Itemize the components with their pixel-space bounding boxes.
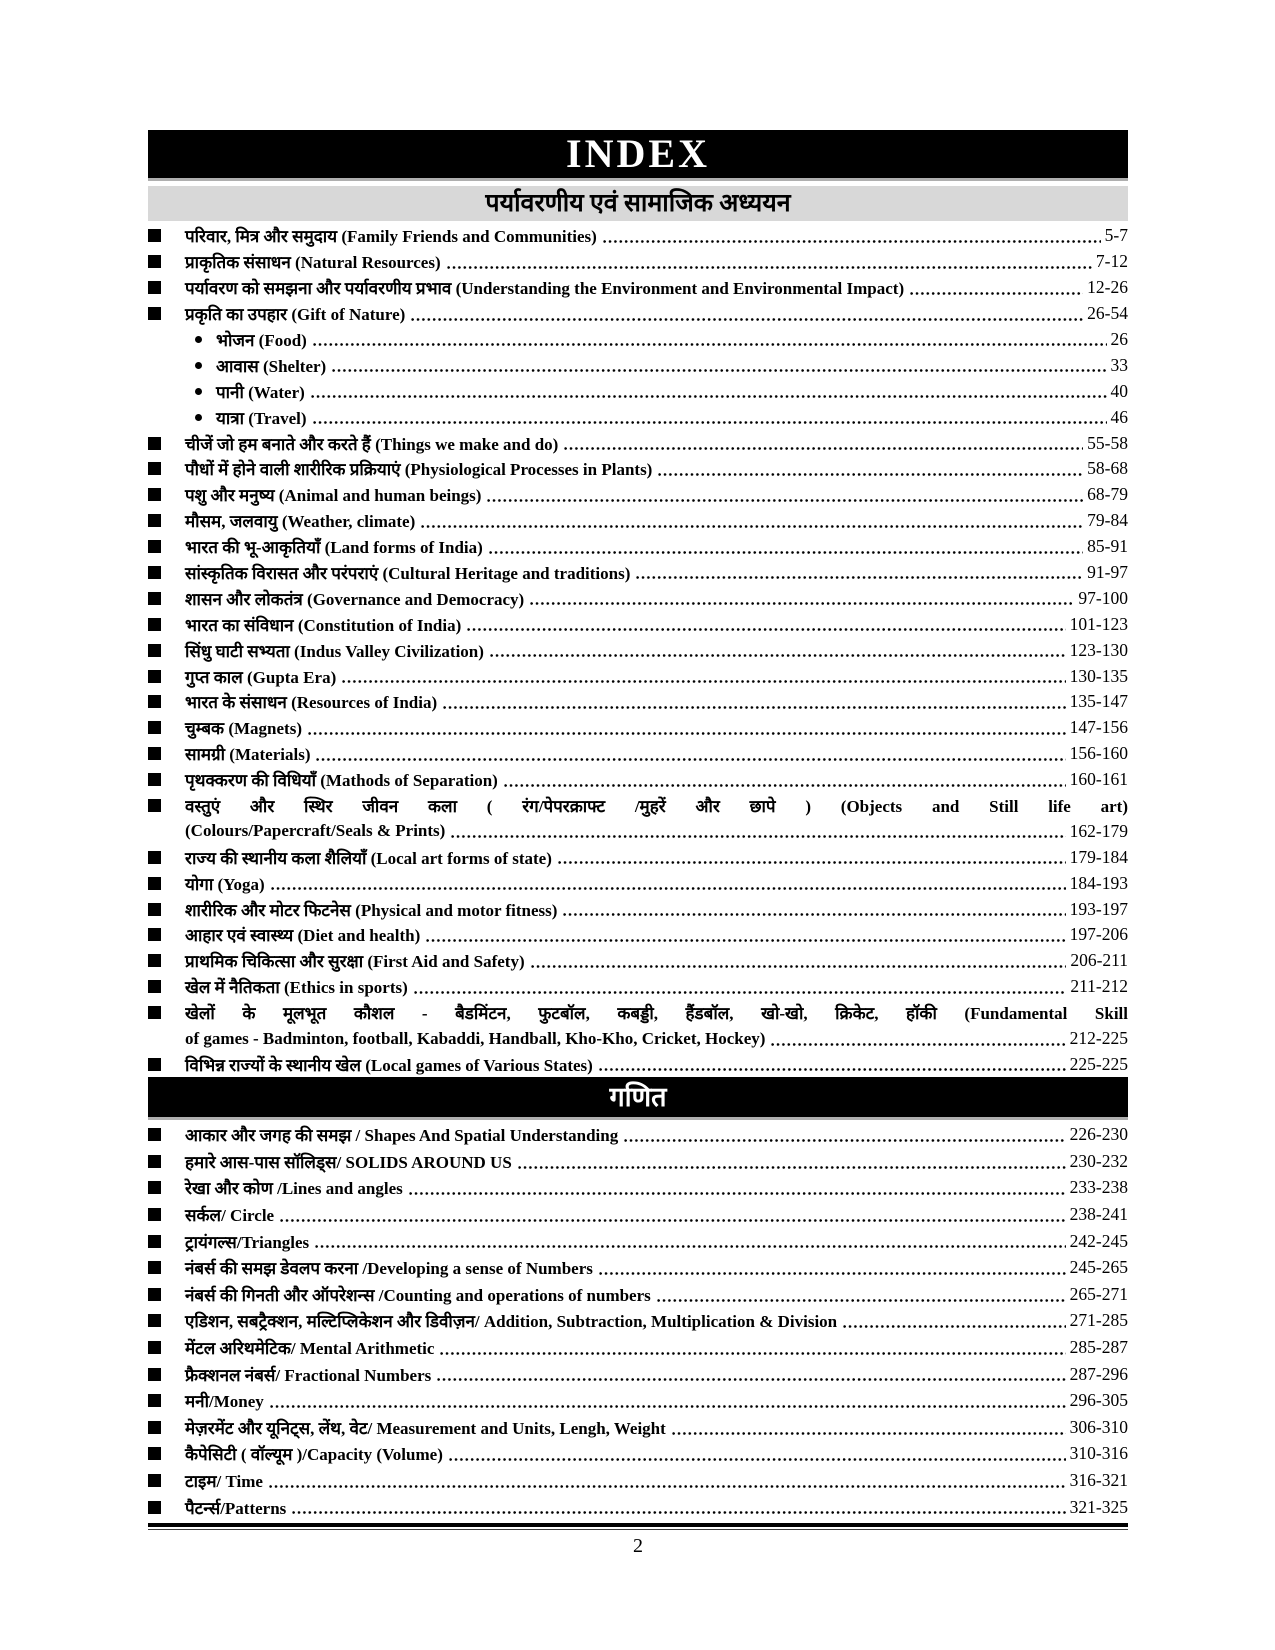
toc-list-math [148, 1117, 1128, 1520]
toc-entry [148, 1334, 1128, 1361]
section-title: गणित [609, 1082, 667, 1113]
entry-pages: 193-197 [1069, 898, 1128, 919]
entry-title: भारत के संसाधन (Resources of India) [185, 693, 438, 713]
entry-pages: 265-271 [1069, 1283, 1128, 1304]
entry-pages: 33 [1110, 354, 1128, 375]
square-bullet-icon [148, 1394, 161, 1407]
toc-entry [148, 1467, 1128, 1494]
dotted-leader [440, 1352, 1065, 1355]
entry-title: पैटर्न्स/Patterns [185, 1498, 287, 1518]
dotted-leader [658, 473, 1083, 476]
square-bullet-icon [148, 307, 161, 320]
entry-title: मेंटल अरिथमेटिक/ Mental Arithmetic [185, 1338, 435, 1358]
square-bullet-icon [148, 1368, 161, 1381]
entry-pages: 5-7 [1104, 225, 1128, 246]
entry-title: आकार और जगह की समझ / Shapes And Spatial Understanding [185, 1126, 619, 1146]
entry-pages: 46 [1110, 406, 1128, 427]
entry-pages: 26-54 [1087, 303, 1128, 324]
section-title: पर्यावरणीय एवं सामाजिक अध्ययन [485, 190, 791, 217]
entry-pages: 97-100 [1078, 587, 1128, 608]
toc-entry [148, 430, 1128, 456]
entry-title: प्रकृति का उपहार (Gift of Nature) [185, 305, 406, 325]
entry-title: ट्रायंगल्स/Triangles [185, 1232, 310, 1252]
dotted-leader [771, 1043, 1065, 1046]
dotted-leader [447, 266, 1092, 269]
toc-entry [148, 948, 1128, 974]
dotted-leader [313, 421, 1107, 424]
entry-title: टाइम/ Time [185, 1471, 263, 1491]
square-bullet-icon [148, 540, 161, 553]
dotted-leader [437, 1378, 1065, 1381]
entry-pages: 296-305 [1069, 1390, 1128, 1411]
square-bullet-icon [148, 1155, 161, 1168]
entry-title: आवास (Shelter) [216, 356, 327, 376]
square-bullet-icon [148, 747, 161, 760]
entry-title: खेलों के मूलभूत कौशल - बैडमिंटन, फुटबॉल, कबड्डी, हैंडबॉल, खो-खो, क्रिकेट, हॉकी (Fundamental Skill [185, 1004, 1128, 1024]
entry-pages: 135-147 [1069, 691, 1128, 712]
entry-pages: 206-211 [1070, 950, 1128, 971]
square-bullet-icon [148, 1288, 161, 1301]
entry-title: प्राथमिक चिकित्सा और सुरक्षा (First Aid and Safety) [185, 952, 525, 972]
square-bullet-icon [148, 1235, 161, 1248]
dotted-leader [467, 628, 1065, 631]
square-bullet-icon [148, 903, 161, 916]
toc-entry [148, 1414, 1128, 1441]
entry-title: चीजें जो हम बनाते और करते हैं (Things we make and do) [185, 434, 559, 454]
entry-pages: 101-123 [1069, 613, 1128, 634]
dotted-leader [530, 602, 1074, 605]
entry-title: आहार एवं स्वास्थ्य (Diet and health) [185, 926, 421, 946]
square-bullet-icon [148, 980, 161, 993]
toc-entry [148, 1000, 1128, 1026]
entry-title: एडिशन, सबट्रैक्शन, मल्टिप्लिकेशन और डिवीज़न/ Addition, Subtraction, Multiplication & Division [185, 1312, 838, 1332]
square-bullet-icon [148, 566, 161, 579]
square-bullet-icon [148, 644, 161, 657]
square-bullet-icon [148, 281, 161, 294]
entry-title: शासन और लोकतंत्र (Governance and Democracy) [185, 589, 525, 609]
entry-title: मनी/Money [185, 1392, 264, 1412]
dotted-leader [672, 1432, 1066, 1435]
square-bullet-icon [148, 255, 161, 268]
dotted-leader [531, 965, 1067, 968]
entry-title: पृथक्करण की विधियाँ (Mathods of Separation) [185, 771, 498, 791]
toc-entry [148, 1121, 1128, 1148]
toc-entry [148, 482, 1128, 508]
section-header-math [148, 1077, 1128, 1117]
dot-bullet-icon [195, 336, 202, 343]
dotted-leader [843, 1325, 1066, 1328]
toc-entry [148, 922, 1128, 948]
entry-pages: 91-97 [1087, 562, 1128, 583]
dotted-leader [311, 395, 1107, 398]
square-bullet-icon [148, 229, 161, 242]
entry-pages: 85-91 [1087, 536, 1128, 557]
toc-entry [148, 1281, 1128, 1308]
toc-entry [148, 508, 1128, 534]
entry-title: चुम्बक (Magnets) [185, 719, 302, 739]
square-bullet-icon [148, 1447, 161, 1460]
dotted-leader [558, 861, 1066, 864]
entry-pages: 123-130 [1069, 639, 1128, 660]
entry-pages: 226-230 [1069, 1124, 1128, 1145]
entry-pages: 147-156 [1069, 717, 1128, 738]
entry-title: भोजन (Food) [216, 331, 307, 350]
entry-pages: 79-84 [1087, 510, 1128, 531]
square-bullet-icon [148, 1208, 161, 1221]
dotted-leader [411, 318, 1083, 321]
entry-pages: 162-179 [1069, 820, 1128, 841]
entry-pages: 179-184 [1069, 846, 1128, 867]
square-bullet-icon [148, 1421, 161, 1434]
dotted-leader [451, 835, 1065, 838]
square-bullet-icon [148, 1181, 161, 1194]
dotted-leader [316, 758, 1065, 761]
dotted-leader [271, 887, 1066, 890]
dotted-leader [308, 732, 1066, 735]
footer-rule [148, 1523, 1128, 1530]
square-bullet-icon [148, 618, 161, 631]
toc-entry [148, 793, 1128, 819]
entry-pages: 156-160 [1069, 743, 1128, 764]
toc-entry-continuation [148, 1026, 1128, 1052]
entry-title: राज्य की स्थानीय कला शैलियाँ (Local art forms of state) [185, 848, 552, 868]
entry-title: फ्रैक्शनल नंबर्स/ Fractional Numbers [185, 1365, 432, 1385]
entry-pages: 321-325 [1069, 1496, 1128, 1517]
dotted-leader [409, 1192, 1066, 1195]
square-bullet-icon [148, 721, 161, 734]
square-bullet-icon [148, 488, 161, 501]
dotted-leader [443, 706, 1066, 709]
toc-entry [148, 1361, 1128, 1388]
dotted-leader [270, 1405, 1066, 1408]
entry-pages: 197-206 [1069, 924, 1128, 945]
dotted-leader [313, 343, 1107, 346]
toc-entry [148, 896, 1128, 922]
entry-title: खेल में नैतिकता (Ethics in sports) [185, 978, 408, 998]
dot-bullet-icon [195, 414, 202, 421]
toc-subentry [148, 378, 1128, 404]
toc-entry [148, 1052, 1128, 1078]
dotted-leader [292, 1511, 1065, 1514]
entry-pages: 287-296 [1069, 1363, 1128, 1384]
square-bullet-icon [148, 670, 161, 683]
toc-subentry [148, 352, 1128, 378]
entry-title: नंबर्स की गिनती और ऑपरेशन्स /Counting and operations of numbers [185, 1285, 651, 1305]
entry-pages: 184-193 [1069, 872, 1128, 893]
square-bullet-icon [148, 437, 161, 450]
toc-subentry [148, 404, 1128, 430]
section-header-evs [148, 186, 1128, 221]
dotted-leader [563, 913, 1065, 916]
entry-title: सांस्कृतिक विरासत और परंपराएं (Cultural Heritage and traditions) [185, 564, 631, 584]
dotted-leader [599, 1068, 1066, 1071]
square-bullet-icon [148, 592, 161, 605]
entry-title: सर्कल/ Circle [185, 1205, 275, 1225]
toc-entry [148, 1308, 1128, 1335]
entry-title: भारत की भू-आकृतियाँ (Land forms of India) [185, 538, 483, 558]
toc-entry [148, 741, 1128, 767]
entry-pages: 245-265 [1069, 1257, 1128, 1278]
toc-entry [148, 611, 1128, 637]
dotted-leader [657, 1299, 1066, 1302]
square-bullet-icon [148, 1058, 161, 1071]
dotted-leader [518, 1166, 1066, 1169]
dotted-leader [599, 1272, 1066, 1275]
entry-title: शारीरिक और मोटर फिटनेस (Physical and motor fitness) [185, 900, 558, 920]
entry-pages: 271-285 [1069, 1310, 1128, 1331]
toc-entry [148, 534, 1128, 560]
toc-entry [148, 456, 1128, 482]
toc-sections [148, 186, 1128, 1520]
entry-title: पर्यावरण को समझना और पर्यावरणीय प्रभाव (Understanding the Environment and Environmental Impact) [185, 279, 905, 299]
square-bullet-icon [148, 1501, 161, 1514]
square-bullet-icon [148, 928, 161, 941]
entry-pages: 12-26 [1087, 277, 1128, 298]
entry-title: रेखा और कोण /Lines and angles [185, 1179, 403, 1199]
square-bullet-icon [148, 514, 161, 527]
toc-entry [148, 1494, 1128, 1521]
square-bullet-icon [148, 877, 161, 890]
dotted-leader [426, 939, 1065, 942]
entry-pages: 238-241 [1069, 1203, 1128, 1224]
entry-title: नंबर्स की समझ डेवलप करना /Developing a sense of Numbers [185, 1259, 593, 1279]
entry-title: योगा (Yoga) [185, 874, 265, 894]
entry-pages: 130-135 [1069, 665, 1128, 686]
toc-list-evs [148, 221, 1128, 1077]
entry-title: विभिन्न राज्यों के स्थानीय खेल (Local games of Various States) [185, 1055, 593, 1075]
square-bullet-icon [148, 462, 161, 475]
toc-entry [148, 249, 1128, 275]
dotted-leader [624, 1139, 1065, 1142]
square-bullet-icon [148, 799, 161, 812]
entry-title: प्राकृतिक संसाधन (Natural Resources) [185, 253, 441, 273]
toc-entry [148, 1175, 1128, 1202]
square-bullet-icon [148, 1341, 161, 1354]
dotted-leader [504, 784, 1066, 787]
entry-title: पशु और मनुष्य (Animal and human beings) [185, 486, 482, 506]
toc-entry [148, 1254, 1128, 1281]
entry-pages: 242-245 [1069, 1230, 1128, 1251]
square-bullet-icon [148, 695, 161, 708]
toc-entry [148, 637, 1128, 663]
toc-entry [148, 275, 1128, 301]
entry-pages: 7-12 [1095, 251, 1128, 272]
toc-entry [148, 844, 1128, 870]
dotted-leader [414, 991, 1067, 994]
entry-pages: 160-161 [1069, 769, 1128, 790]
entry-pages: 306-310 [1069, 1416, 1128, 1437]
toc-entry [148, 870, 1128, 896]
entry-title: परिवार, मित्र और समुदाय (Family Friends and Communities) [185, 227, 597, 247]
entry-pages: 40 [1110, 380, 1128, 401]
dotted-leader [487, 499, 1083, 502]
toc-entry [148, 715, 1128, 741]
entry-title: of games - Badminton, football, Kabaddi, Handball, Kho-Kho, Cricket, Hockey) [185, 1028, 766, 1048]
toc-entry [148, 301, 1128, 327]
entry-title: वस्तुएं और स्थिर जीवन कला ( रंग/पेपरक्राफ्ट /मुहरें और छापे ) (Objects and Still life art) [185, 797, 1128, 817]
square-bullet-icon [148, 773, 161, 786]
square-bullet-icon [148, 1474, 161, 1487]
square-bullet-icon [148, 851, 161, 864]
entry-pages: 233-238 [1069, 1177, 1128, 1198]
entry-title: पौधों में होने वाली शारीरिक प्रक्रियाएं (Physiological Processes in Plants) [185, 460, 653, 480]
page-number: 2 [633, 1535, 643, 1558]
toc-entry [148, 1228, 1128, 1255]
dotted-leader [910, 292, 1083, 295]
dot-bullet-icon [195, 362, 202, 369]
dotted-leader [280, 1219, 1066, 1222]
entry-pages: 225-225 [1069, 1053, 1128, 1074]
toc-entry [148, 223, 1128, 249]
index-title-bar [148, 130, 1128, 178]
toc-entry [148, 1201, 1128, 1228]
toc-entry [148, 1387, 1128, 1414]
entry-pages: 58-68 [1087, 458, 1128, 479]
entry-title: गुप्त काल (Gupta Era) [185, 667, 337, 687]
dotted-leader [489, 551, 1083, 554]
dotted-leader [449, 1458, 1066, 1461]
dotted-leader [603, 240, 1101, 243]
entry-title: यात्रा (Travel) [216, 408, 307, 428]
entry-title: हमारे आस-पास सॉलिड्स/ SOLIDS AROUND US [185, 1152, 512, 1172]
dotted-leader [421, 525, 1083, 528]
entry-pages: 26 [1110, 329, 1128, 349]
entry-title: मेज़रमेंट और यूनिट्स, लेंथ, वेट/ Measurement and Units, Lengh, Weight [185, 1418, 666, 1438]
square-bullet-icon [148, 954, 161, 967]
toc-entry-continuation [148, 818, 1128, 844]
entry-pages: 230-232 [1069, 1150, 1128, 1171]
page-title: INDEX [566, 131, 710, 176]
entry-title: पानी (Water) [216, 382, 305, 402]
toc-entry [148, 1148, 1128, 1175]
dot-bullet-icon [195, 388, 202, 395]
entry-title: (Colours/Papercraft/Seals & Prints) [185, 821, 446, 841]
entry-title: कैपेसिटी ( वॉल्यूम )/Capacity (Volume) [185, 1445, 443, 1465]
content-column [148, 130, 1128, 1558]
square-bullet-icon [148, 1261, 161, 1274]
dotted-leader [315, 1245, 1065, 1248]
square-bullet-icon [148, 1128, 161, 1141]
dotted-leader [269, 1485, 1066, 1488]
square-bullet-icon [148, 1314, 161, 1327]
dotted-leader [636, 576, 1083, 579]
entry-pages: 68-79 [1087, 484, 1128, 505]
toc-entry [148, 1441, 1128, 1468]
dotted-leader [490, 654, 1066, 657]
toc-entry [148, 585, 1128, 611]
toc-entry [148, 560, 1128, 586]
entry-title: मौसम, जलवायु (Weather, climate) [185, 512, 416, 532]
dotted-leader [332, 369, 1106, 372]
toc-entry [148, 974, 1128, 1000]
toc-entry [148, 689, 1128, 715]
toc-entry [148, 663, 1128, 689]
entry-pages: 316-321 [1069, 1469, 1128, 1490]
entry-pages: 211-212 [1070, 976, 1128, 997]
entry-title: सामग्री (Materials) [185, 745, 311, 765]
entry-title: भारत का संविधान (Constitution of India) [185, 615, 462, 635]
entry-pages: 310-316 [1069, 1443, 1128, 1464]
dotted-leader [342, 680, 1065, 683]
toc-entry [148, 767, 1128, 793]
entry-pages: 212-225 [1069, 1028, 1128, 1049]
dotted-leader [564, 447, 1083, 450]
entry-pages: 285-287 [1069, 1336, 1128, 1357]
toc-subentry [148, 327, 1128, 353]
entry-pages: 55-58 [1087, 432, 1128, 453]
entry-title: सिंधु घाटी सभ्यता (Indus Valley Civilization) [185, 641, 484, 661]
square-bullet-icon [148, 1006, 161, 1019]
